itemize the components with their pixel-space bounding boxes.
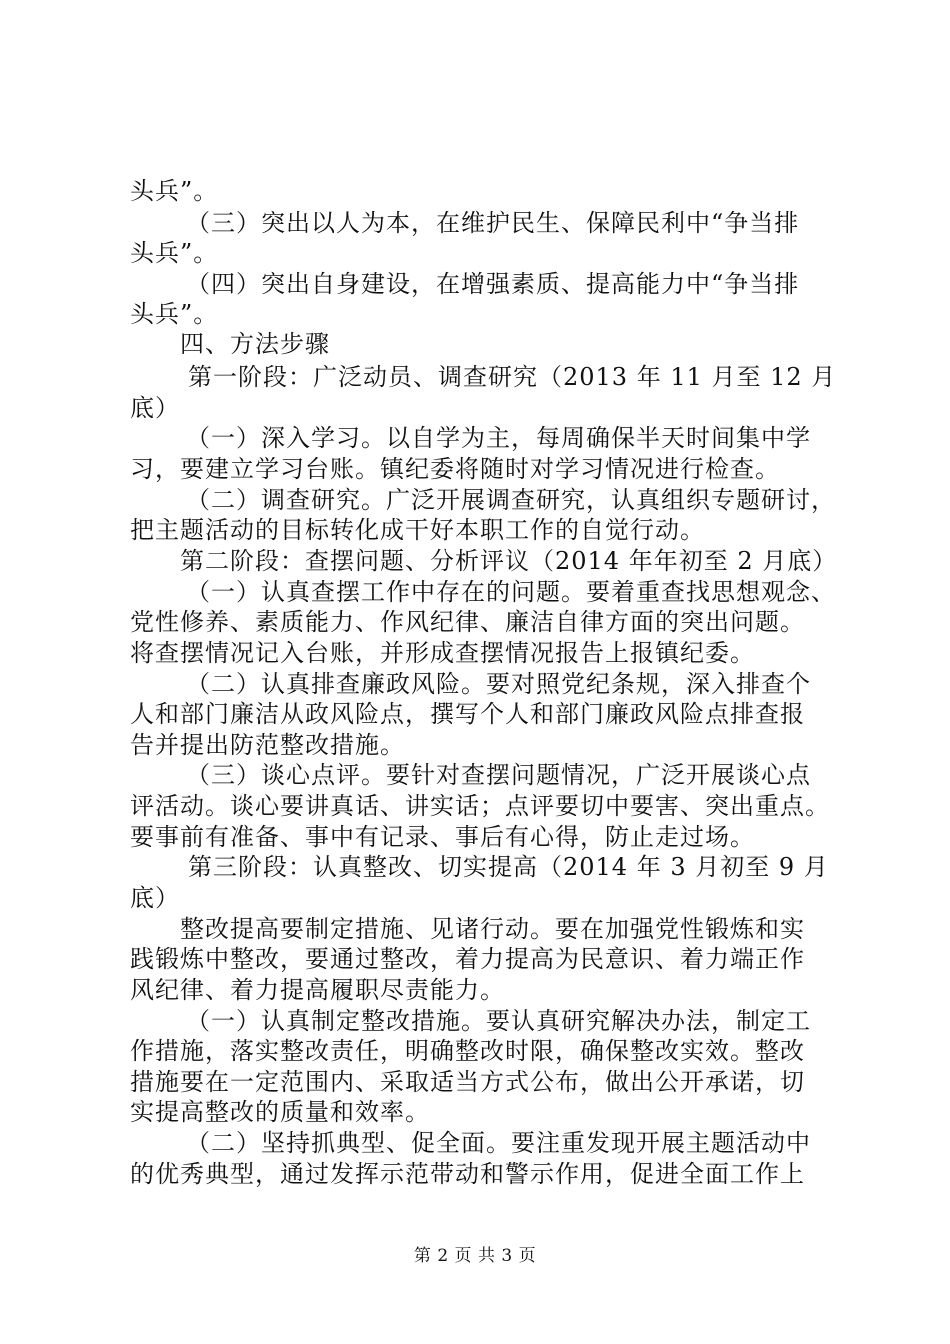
text-line: （一）认真查摆工作中存在的问题。要着重查找思想观念、 — [186, 578, 836, 606]
text-line: 评活动。谈心要讲真话、讲实话；点评要切中要害、突出重点。 — [130, 792, 830, 820]
text-line: 风纪律、着力提高履职尽责能力。 — [130, 976, 505, 1004]
text-line: 头兵”。 — [130, 300, 219, 328]
text-line: （二）认真排查廉政风险。要对照党纪条规，深入排查个 — [186, 670, 811, 698]
text-line: 人和部门廉洁从政风险点，撰写个人和部门廉政风险点排查报 — [130, 700, 805, 728]
page-number-footer: 第 2 页 共 3 页 — [413, 1246, 537, 1266]
text-line: 的优秀典型，通过发挥示范带动和警示作用，促进全面工作上 — [130, 1160, 805, 1188]
text-line: 告并提出防范整改措施。 — [130, 731, 405, 759]
text-line: 践锻炼中整改，要通过整改，着力提高为民意识、着力端正作 — [130, 945, 805, 973]
text-line: （一）认真制定整改措施。要认真研究解决办法，制定工 — [186, 1007, 811, 1035]
text-line: 头兵”。 — [130, 239, 219, 267]
text-line: （二）坚持抓典型、促全面。要注重发现开展主题活动中 — [186, 1129, 811, 1157]
text-line: 要事前有准备、事中有记录、事后有心得，防止走过场。 — [130, 823, 755, 851]
phase-heading: 第二阶段：查摆问题、分析评议（2014 年年初至 2 月底） — [180, 547, 838, 575]
text-line: 实提高整改的质量和效率。 — [130, 1098, 430, 1126]
text-line: 底） — [130, 884, 180, 912]
text-line: （一）深入学习。以自学为主，每周确保半天时间集中学 — [186, 424, 811, 452]
text-line: 党性修养、素质能力、作风纪律、廉洁自律方面的突出问题。 — [130, 608, 805, 636]
text-line: 底） — [130, 394, 180, 422]
text-line: 措施要在一定范围内、采取适当方式公布，做出公开承诺，切 — [130, 1068, 805, 1096]
text-line: （三）突出以人为本，在维护民生、保障民利中“争当排 — [186, 209, 800, 237]
section-heading: 四、方法步骤 — [180, 330, 330, 358]
phase-heading: 第三阶段：认真整改、切实提高（2014 年 3 月初至 9 月 — [188, 853, 829, 881]
text-line: （三）谈心点评。要针对查摆问题情况，广泛开展谈心点 — [186, 761, 811, 789]
text-line: 头兵”。 — [130, 177, 219, 205]
phase-heading: 第一阶段：广泛动员、调查研究（2013 年 11 月至 12 月 — [188, 363, 837, 391]
text-line: 习，要建立学习台账。镇纪委将随时对学习情况进行检查。 — [130, 455, 780, 483]
text-line: 将查摆情况记入台账，并形成查摆情况报告上报镇纪委。 — [130, 639, 755, 667]
text-line: （四）突出自身建设，在增强素质、提高能力中“争当排 — [186, 270, 800, 298]
text-line: 把主题活动的目标转化成干好本职工作的自觉行动。 — [130, 516, 705, 544]
text-line: （二）调查研究。广泛开展调查研究，认真组织专题研讨， — [186, 486, 836, 514]
text-line: 作措施，落实整改责任，明确整改时限，确保整改实效。整改 — [130, 1037, 805, 1065]
text-line: 整改提高要制定措施、见诸行动。要在加强党性锻炼和实 — [180, 915, 805, 943]
